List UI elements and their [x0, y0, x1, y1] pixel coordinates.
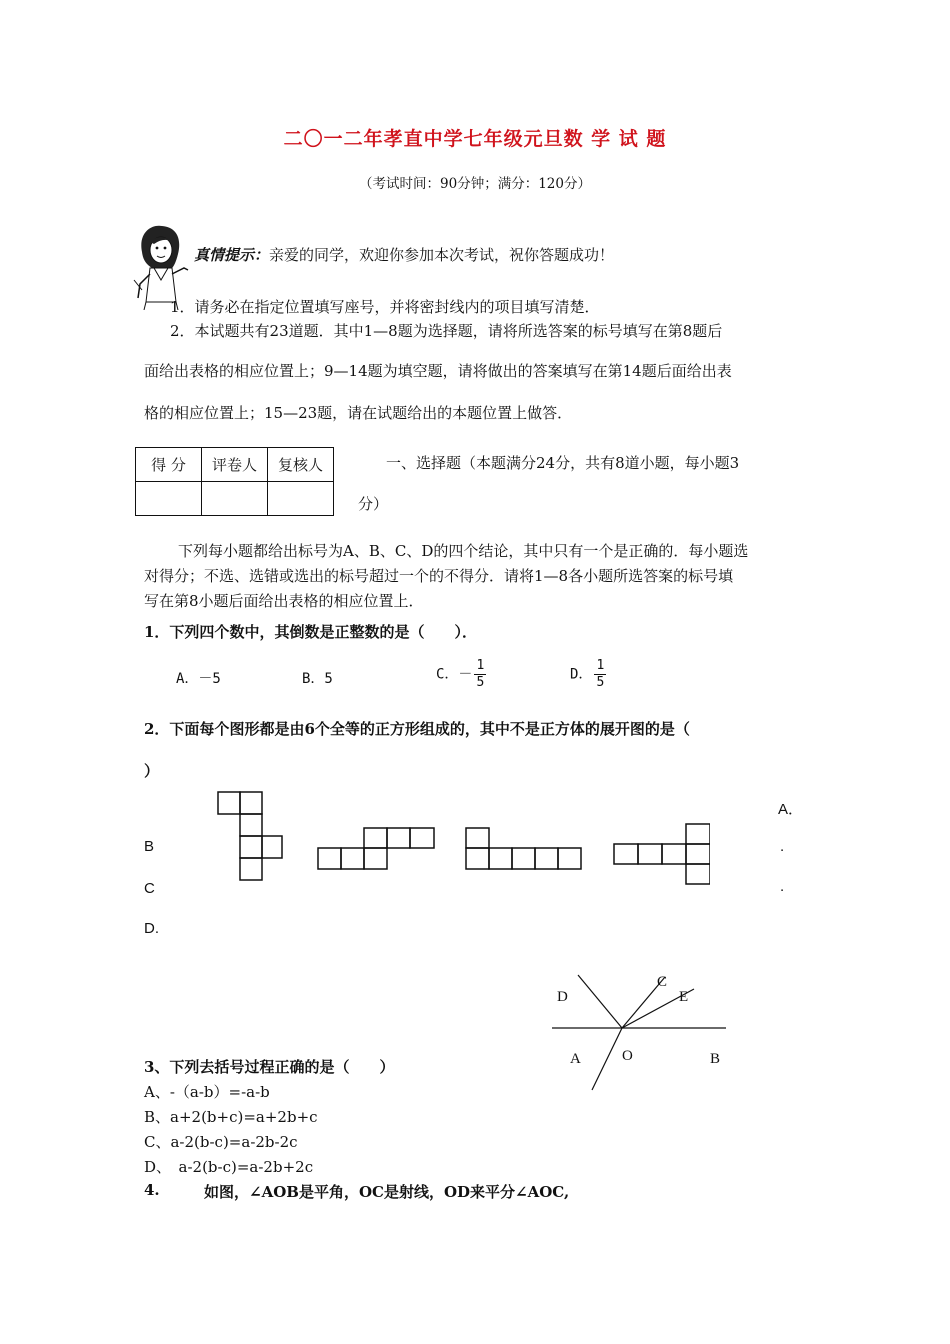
instruction-1: 1．请务必在指定位置填写座号，并将密封线内的项目填写清楚．: [170, 298, 600, 316]
score-cell[interactable]: [136, 482, 202, 516]
tip-line: [194, 244, 614, 265]
section-heading-cont: 分）: [358, 495, 389, 513]
fraction: [594, 658, 606, 691]
label-e: E: [679, 989, 689, 1005]
q2-label-c: C: [144, 880, 155, 897]
score-table: [135, 447, 334, 516]
q1-option-b: B．5: [302, 671, 333, 687]
question-4-number: 4.: [144, 1181, 160, 1199]
instruction-2-line3: 格的相应位置上；15—23题，请在试题给出的本题位置上做答．: [144, 404, 573, 422]
section-intro-line1: 下列每小题都给出标号为A、B、C、D的四个结论，其中只有一个是正确的．每小题选: [178, 542, 749, 560]
net-figure-3: [466, 828, 581, 869]
exam-info: （考试时间：90分钟；满分：120分）: [359, 176, 591, 192]
numerator: 1: [596, 658, 605, 673]
q1-option-c: [436, 658, 486, 691]
net-figure-1: [218, 792, 282, 880]
q1-option-a: A．－5: [176, 671, 221, 687]
angle-figure: [540, 965, 740, 1095]
q1-option-d: [570, 658, 606, 691]
net-figure-2: [318, 828, 434, 869]
net-figure-4: [614, 824, 710, 884]
reviewer-header: 复核人: [268, 448, 334, 482]
grader-header: 评卷人: [202, 448, 268, 482]
instruction-2-line2: 面给出表格的相应位置上；9—14题为填空题，请将做出的答案填写在第14题后面给出表: [144, 362, 732, 380]
label-o: O: [622, 1048, 633, 1064]
q2-dot: .: [780, 838, 785, 855]
tip-label: 真情提示：: [194, 246, 270, 264]
question-1-stem: 1．下列四个数中，其倒数是正整数的是（ ）．: [144, 623, 477, 641]
q1-option-d-prefix: D．: [570, 666, 593, 683]
ray-od: [578, 975, 622, 1028]
question-3-stem: 3、下列去括号过程正确的是（ ）: [144, 1058, 395, 1076]
line-through-o: [592, 1028, 622, 1090]
label-a: A: [570, 1051, 581, 1067]
denominator: 5: [476, 675, 485, 690]
q2-label-a: A．: [778, 801, 804, 818]
q1-option-c-prefix: C．－: [436, 666, 473, 683]
q3-option-c: C、a-2(b-c)=a-2b-2c: [144, 1133, 298, 1151]
instruction-2-line1: 2．本试题共有23道题．其中1—8题为选择题，请将所选答案的标号填写在第8题后: [170, 322, 723, 340]
page-title: 二〇一二年孝直中学七年级元旦数 学 试 题: [283, 128, 667, 150]
q3-option-d: D、 a-2(b-c)=a-2b+2c: [144, 1158, 314, 1176]
numerator: 1: [476, 658, 485, 673]
section-heading: 一、选择题（本题满分24分，共有8道小题，每小题3: [386, 454, 740, 472]
fraction: [474, 658, 486, 691]
reviewer-cell[interactable]: [268, 482, 334, 516]
question-4-stem: 如图，∠AOB是平角，OC是射线，OD来平分∠AOC,: [204, 1183, 570, 1201]
denominator: 5: [596, 675, 605, 690]
cube-nets-figure: [210, 788, 710, 888]
section-intro-line2: 对得分；不选、选错或选出的标号超过一个的不得分．请将1—8各小题所选答案的标号填: [144, 567, 734, 585]
grader-cell[interactable]: [202, 482, 268, 516]
tip-text: 亲爱的同学，欢迎你参加本次考试，祝你答题成功！: [269, 246, 615, 264]
q2-dot: .: [780, 878, 785, 895]
question-2-stem: 2．下面每个图形都是由6个全等的正方形组成的，其中不是正方体的展开图的是（: [144, 720, 690, 738]
score-header: 得 分: [136, 448, 202, 482]
q3-option-a: A、-（a-b）=-a-b: [144, 1083, 270, 1101]
q2-label-b: B: [144, 838, 155, 855]
section-intro-line3: 写在第8小题后面给出表格的相应位置上．: [144, 592, 424, 610]
label-d: D: [557, 989, 568, 1005]
label-c: C: [657, 974, 668, 990]
q3-option-b: B、a+2(b+c)=a+2b+c: [144, 1108, 318, 1126]
question-2-stem-cont: ）: [144, 762, 160, 780]
label-b: B: [710, 1051, 721, 1067]
q2-label-d: D.: [144, 920, 159, 937]
